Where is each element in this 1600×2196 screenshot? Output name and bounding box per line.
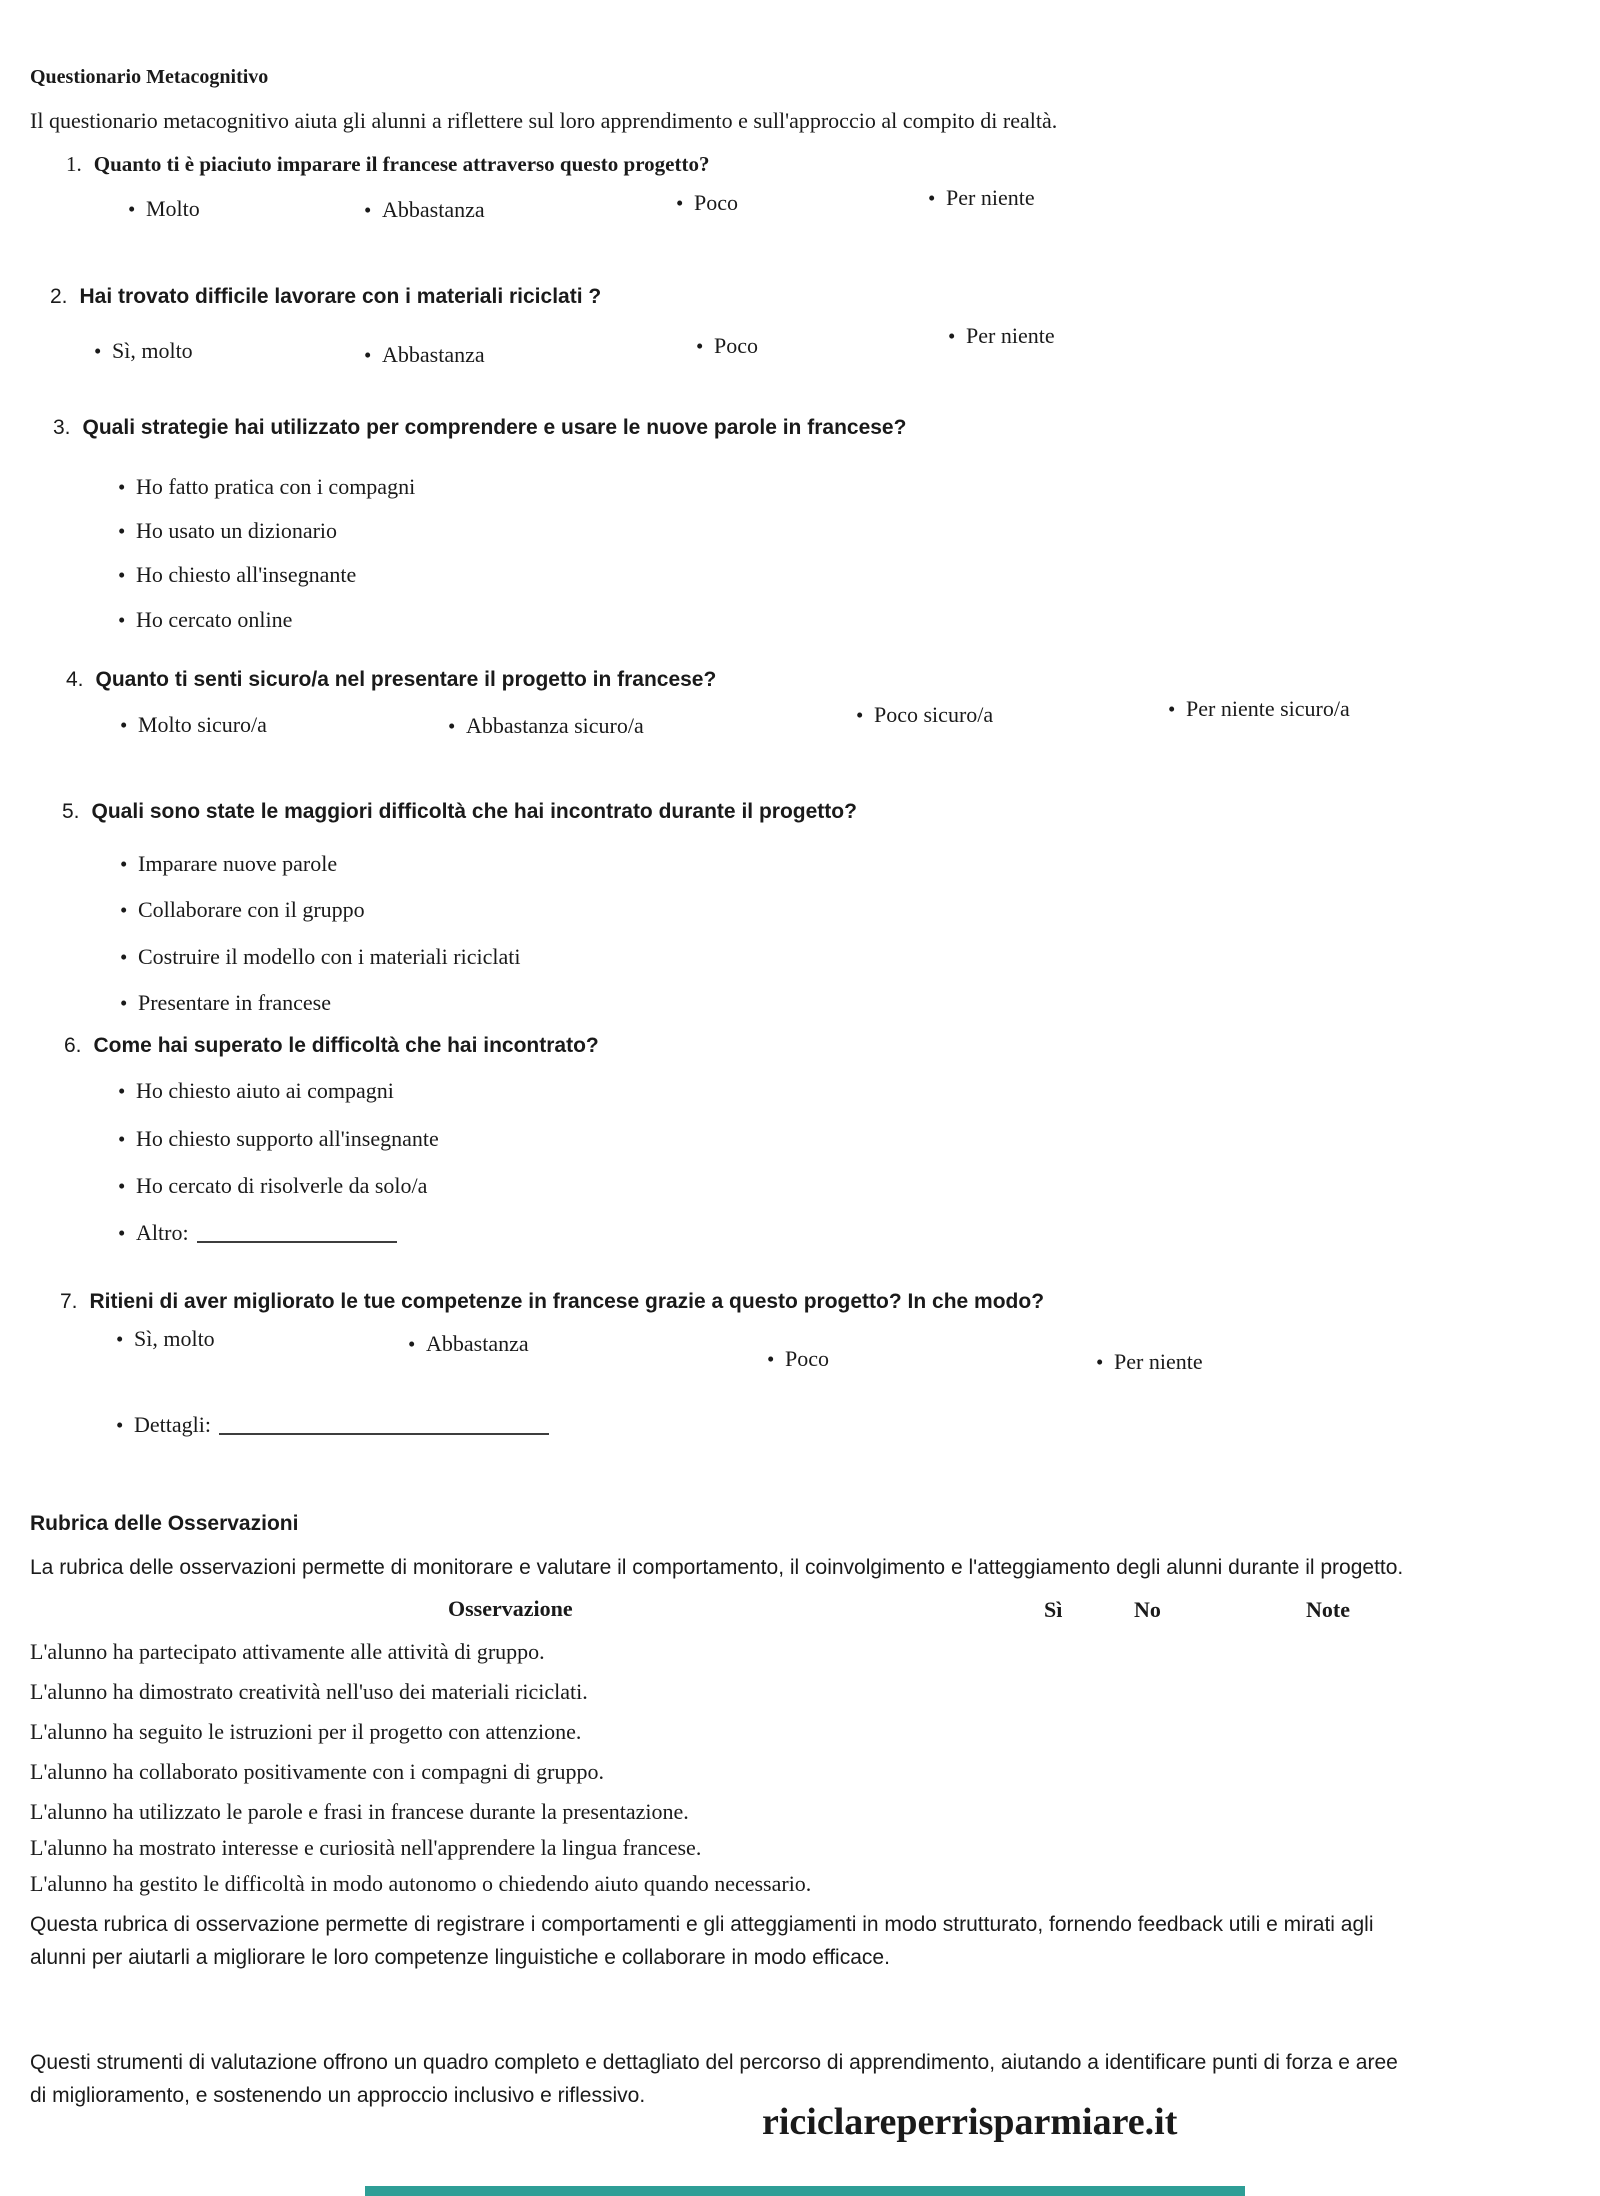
table-row: L'alunno ha gestito le difficoltà in modo autonomo o chiedendo aiuto quando necessario. [30,1871,812,1896]
option-label: Abbastanza sicuro/a [466,713,644,738]
option-label: Collaborare con il gruppo [138,897,365,922]
question-2-label: Hai trovato difficile lavorare con i materiali riciclati ? [79,285,602,308]
question-7 [60,1290,1044,1314]
closing-line: Questi strumenti di valutazione offrono un quadro completo e dettagliato del percorso di apprendimento, aiutando a identificare punti di forza e aree [30,2051,1398,2074]
option-label: Ho cercato online [136,607,293,632]
question-4-number: 4. [66,668,84,691]
option-label: Abbastanza [382,197,485,222]
option-label: Poco [694,190,738,215]
option-label: Per niente [1114,1349,1203,1374]
option-label: Ho chiesto aiuto ai compagni [136,1078,394,1103]
question-1-option [928,185,1035,211]
question-7-label: Ritieni di aver migliorato le tue competenze in francese grazie a questo progetto? In che modo? [89,1290,1045,1313]
footer-bar [365,2186,1245,2196]
question-3-number: 3. [53,416,71,439]
question-4-label: Quanto ti senti sicuro/a nel presentare il progetto in francese? [95,668,717,691]
table-header-no: No [1134,1597,1161,1622]
question-3 [53,416,906,440]
question-5-number: 5. [62,800,80,823]
question-6 [64,1034,599,1058]
question-3-option [118,607,292,633]
question-2 [50,285,601,309]
page-title: Questionario Metacognitivo [30,66,269,88]
option-label: Altro: [136,1220,189,1245]
option-label: Presentare in francese [138,990,332,1015]
question-6-number: 6. [64,1034,82,1057]
question-5-label: Quali sono state le maggiori difficoltà che hai incontrato durante il progetto? [91,800,857,823]
question-5-option [120,990,331,1016]
question-6-option [118,1078,394,1104]
question-6-option-altro [118,1220,397,1246]
question-1-label: Quanto ti è piaciuto imparare il francese attraverso questo progetto? [93,152,710,176]
question-2-number: 2. [50,285,68,308]
closing-line: di miglioramento, e sostenendo un approccio inclusivo e riflessivo. [30,2084,646,2107]
table-header-osservazione: Osservazione [448,1596,573,1621]
option-label: Poco sicuro/a [874,702,994,727]
table-row: L'alunno ha collaborato positivamente con i compagni di gruppo. [30,1759,604,1784]
question-1-number: 1. [66,152,82,176]
question-1 [66,152,709,177]
rubric-intro: La rubrica delle osservazioni permette di monitorare e valutare il comportamento, il coinvolgimento e l'atteggiamento degli alunni durante il progetto. [30,1556,1404,1579]
question-2-option [696,333,758,359]
table-row: L'alunno ha mostrato interesse e curiosità nell'apprendere la lingua francese. [30,1835,702,1860]
question-2-option [948,323,1055,349]
option-label: Abbastanza [382,342,485,367]
question-1-option [364,197,485,223]
table-row: L'alunno ha utilizzato le parole e frasi in francese durante la presentazione. [30,1799,689,1824]
question-3-option [118,562,356,588]
question-7-option [116,1326,215,1352]
question-5-option [120,944,520,970]
option-label: Poco [785,1346,829,1371]
question-7-number: 7. [60,1290,78,1313]
option-label: Per niente sicuro/a [1186,696,1350,721]
rubric-outro-line: alunni per aiutarli a migliorare le loro competenze linguistiche e collaborare in modo efficace. [30,1946,890,1969]
table-header-si: Sì [1044,1597,1063,1622]
question-3-option [118,518,337,544]
question-2-option [364,342,485,368]
option-label: Per niente [966,323,1055,348]
question-4-option [120,712,267,738]
question-5 [62,800,857,824]
closing-paragraph [30,2046,1398,2112]
question-7-option [767,1346,829,1372]
option-label: Molto [146,196,200,221]
question-6-option [118,1173,427,1199]
question-1-option [128,196,200,222]
option-label: Per niente [946,185,1035,210]
option-label: Imparare nuove parole [138,851,338,876]
rubric-outro [30,1908,1374,1974]
question-6-option [118,1126,439,1152]
altro-blank-line [197,1223,397,1243]
table-row: L'alunno ha seguito le istruzioni per il progetto con attenzione. [30,1719,582,1744]
table-row: L'alunno ha partecipato attivamente alle attività di gruppo. [30,1639,545,1664]
question-3-label: Quali strategie hai utilizzato per comprendere e usare le nuove parole in francese? [82,416,907,439]
dettagli-blank-line [219,1415,549,1435]
question-7-option-dettagli [116,1412,549,1438]
table-row: L'alunno ha dimostrato creatività nell'uso dei materiali riciclati. [30,1679,588,1704]
question-4-option [856,702,993,728]
table-header-note: Note [1306,1597,1350,1622]
option-label: Sì, molto [134,1326,215,1351]
option-label: Ho fatto pratica con i compagni [136,474,416,499]
site-domain-text: riciclareperrisparmiare.it [762,2101,1178,2143]
option-label: Costruire il modello con i materiali riciclati [138,944,521,969]
option-label: Ho chiesto all'insegnante [136,562,357,587]
question-6-label: Come hai superato le difficoltà che hai incontrato? [93,1034,599,1057]
intro-text: Il questionario metacognitivo aiuta gli alunni a riflettere sul loro apprendimento e sull'approccio al compito di realtà. [30,108,1058,133]
option-label: Poco [714,333,758,358]
rubric-heading: Rubrica delle Osservazioni [30,1512,299,1535]
option-label: Abbastanza [426,1331,529,1356]
question-4-option [448,713,644,739]
question-5-option [120,851,337,877]
question-5-option [120,897,365,923]
option-label: Molto sicuro/a [138,712,267,737]
option-label: Ho usato un dizionario [136,518,338,543]
question-3-option [118,474,415,500]
question-1-option [676,190,738,216]
question-2-option [94,338,193,364]
question-4-option [1168,696,1350,722]
option-label: Ho cercato di risolverle da solo/a [136,1173,428,1198]
question-4 [66,668,716,692]
option-label: Ho chiesto supporto all'insegnante [136,1126,439,1151]
option-label: Dettagli: [134,1412,211,1437]
rubric-outro-line: Questa rubrica di osservazione permette di registrare i comportamenti e gli atteggiamenti in modo strutturato, fornendo feedback utili e mirati agli [30,1913,1374,1936]
question-7-option [1096,1349,1203,1375]
question-7-option [408,1331,529,1357]
option-label: Sì, molto [112,338,193,363]
